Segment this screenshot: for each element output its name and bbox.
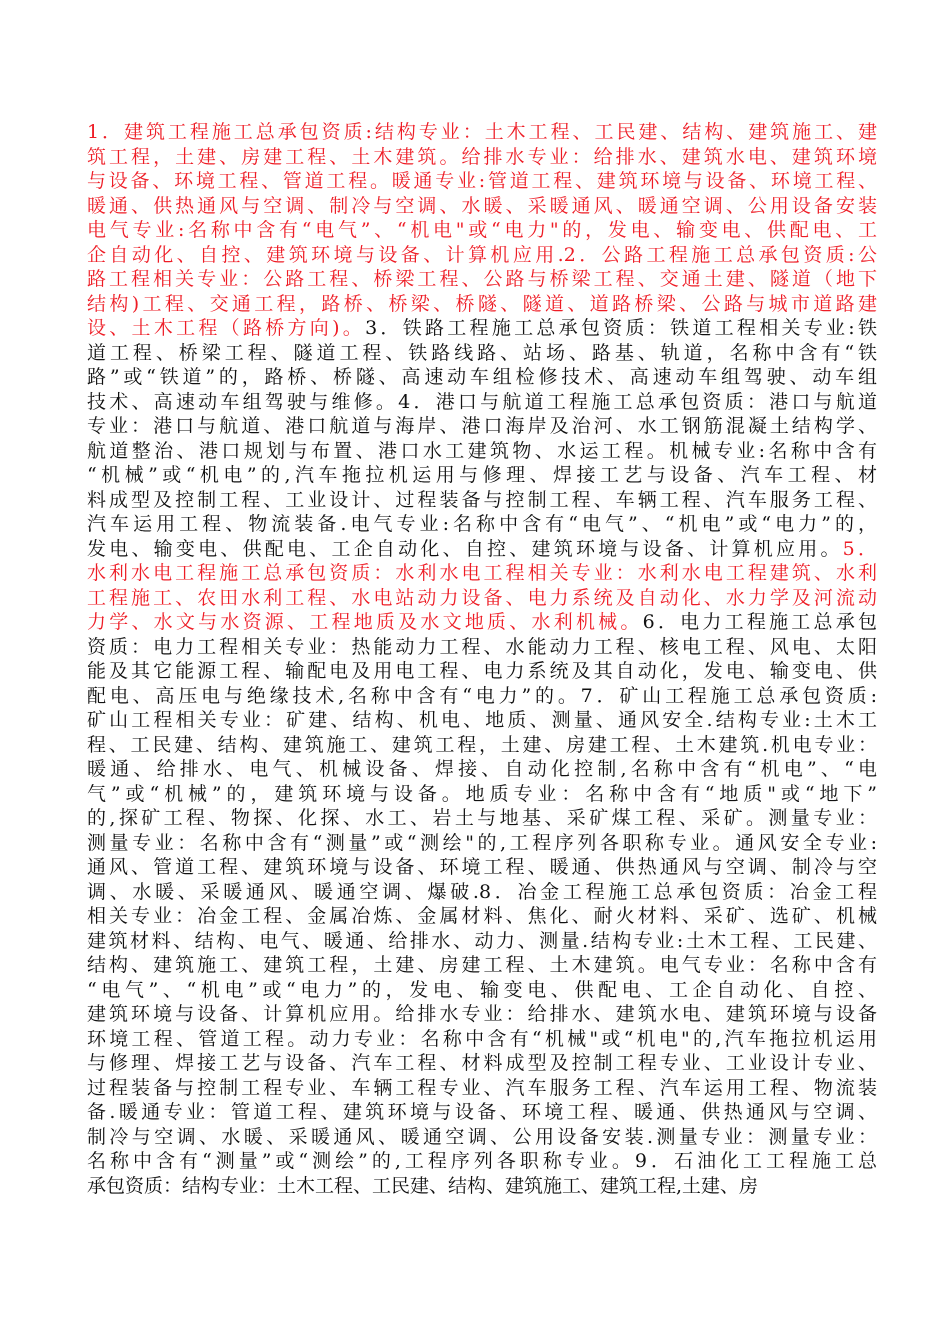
text-line bbox=[87, 316, 877, 341]
text-segment: 程、工民建、结构、建筑施工、建筑工程，土建、房建工程、土木建筑.机电专业： bbox=[87, 733, 877, 756]
text-segment: 名称中含有“测量”或“测绘”的,工程序列各职称专业。9．石油化工工程施工总 bbox=[87, 1150, 877, 1172]
text-segment: 6．电力工程施工总承包 bbox=[642, 611, 877, 633]
text-line bbox=[87, 586, 877, 611]
text-line bbox=[87, 1100, 877, 1125]
highlighted-text-segment: 与设备、环境工程、管道工程。暖通专业:管道工程、建筑环境与设备、环境工程、 bbox=[87, 170, 877, 192]
text-line bbox=[87, 243, 877, 268]
text-segment: 相关专业：冶金工程、金属冶炼、金属材料、焦化、耐火材料、采矿、选矿、机械 bbox=[87, 905, 877, 927]
text-line bbox=[87, 512, 877, 537]
text-segment: 暖通、给排水、电气、机械设备、焊接、自动化控制,名称中含有“机电”、“电 bbox=[87, 758, 877, 780]
text-line bbox=[87, 635, 877, 660]
text-segment: 路”或“铁道”的，路桥、桥隧、高速动车组检修技术、高速动车组驾驶、动车组 bbox=[87, 366, 877, 388]
text-line bbox=[87, 953, 877, 978]
text-line bbox=[87, 806, 877, 831]
text-segment: 与修理、焊接工艺与设备、汽车工程、材料成型及控制工程专业、工业设计专业、 bbox=[87, 1052, 877, 1074]
highlighted-text-segment: 结构)工程、交通工程，路桥、桥梁、桥隧、隧道、道路桥梁、公路与城市道路建 bbox=[87, 292, 877, 315]
text-segment: 汽车运用工程、物流装备.电气专业:名称中含有“电气”、“机电”或“电力”的， bbox=[87, 513, 877, 535]
text-segment: 发电、输变电、供配电、工企自动化、自控、建筑环境与设备、计算机应用。 bbox=[87, 537, 843, 560]
text-line bbox=[87, 684, 877, 709]
text-line bbox=[87, 414, 877, 439]
text-line bbox=[87, 488, 877, 513]
text-line bbox=[87, 463, 877, 488]
text-line bbox=[87, 365, 877, 390]
text-line bbox=[87, 708, 877, 733]
text-segment: 制冷与空调、水暖、采暖通风、暖通空调、公用设备安装.测量专业：测量专业： bbox=[87, 1125, 877, 1148]
highlighted-text-segment: 电气专业:名称中含有“电气”、“机电"或“电力"的，发电、输变电、供配电、工 bbox=[87, 219, 877, 241]
text-line bbox=[87, 1076, 877, 1101]
text-segment: 配电、高压电与绝缘技术,名称中含有“电力”的。7．矿山工程施工总承包资质: bbox=[87, 684, 877, 707]
text-line bbox=[87, 439, 877, 464]
text-line bbox=[87, 831, 877, 856]
text-segment: 3．铁路工程施工总承包资质：铁道工程相关专业:铁 bbox=[365, 317, 877, 339]
text-segment: 备.暖通专业：管道工程、建筑环境与设备、环境工程、暖通、供热通风与空调、 bbox=[87, 1101, 877, 1123]
text-line bbox=[87, 341, 877, 366]
highlighted-text-segment: 路工程相关专业：公路工程、桥梁工程、公路与桥梁工程、交通土建、隧道（地下 bbox=[87, 268, 877, 290]
text-line bbox=[87, 757, 877, 782]
text-segment: 资质：电力工程相关专业：热能动力工程、水能动力工程、核电工程、风电、太阳 bbox=[87, 635, 877, 658]
text-line bbox=[87, 1149, 877, 1174]
text-segment: 环境工程、管道工程。动力专业：名称中含有“机械"或“机电"的,汽车拖拉机运用 bbox=[87, 1027, 877, 1050]
text-segment: “电气”、“机电”或“电力”的，发电、输变电、供配电、工企自动化、自控、 bbox=[87, 978, 877, 1001]
text-line bbox=[87, 194, 877, 219]
text-segment: 料成型及控制工程、工业设计、过程装备与控制工程、车辆工程、汽车服务工程、 bbox=[87, 488, 877, 511]
text-line bbox=[87, 120, 877, 145]
highlighted-text-segment: 5． bbox=[842, 537, 877, 560]
text-line bbox=[87, 537, 877, 562]
highlighted-text-segment: 力学、水文与水资源、工程地质及水文地质、水利机械。 bbox=[87, 611, 643, 633]
highlighted-text-segment: 1．建筑工程施工总承包资质:结构专业：土木工程、工民建、结构、建筑施工、建 bbox=[87, 121, 877, 143]
text-segment: 通风、管道工程、建筑环境与设备、环境工程、暖通、供热通风与空调、制冷与空 bbox=[87, 856, 877, 878]
text-line bbox=[87, 169, 877, 194]
text-segment: 建筑材料、结构、电气、暖通、给排水、动力、测量.结构专业:土木工程、工民建、 bbox=[87, 929, 877, 952]
highlighted-text-segment: 企自动化、自控、建筑环境与设备、计算机应用.2．公路工程施工总承包资质:公 bbox=[87, 243, 877, 266]
text-line bbox=[87, 733, 877, 758]
text-segment: 建筑环境与设备、计算机应用。给排水专业：给排水、建筑水电、建筑环境与设备 bbox=[87, 1003, 877, 1025]
text-segment: 的,探矿工程、物探、化探、水工、岩土与地基、采矿煤工程、采矿。测量专业： bbox=[87, 807, 877, 829]
document-body bbox=[87, 120, 877, 1198]
text-line bbox=[87, 929, 877, 954]
text-line bbox=[87, 1174, 877, 1199]
text-segment: 过程装备与控制工程专业、车辆工程专业、汽车服务工程、汽车运用工程、物流装 bbox=[87, 1076, 877, 1099]
text-line bbox=[87, 390, 877, 415]
text-segment: 调、水暖、采暖通风、暖通空调、爆破.8．冶金工程施工总承包资质：冶金工程 bbox=[87, 880, 877, 903]
text-line bbox=[87, 610, 877, 635]
text-line bbox=[87, 292, 877, 317]
text-segment: 技术、高速动车组驾驶与维修。4．港口与航道工程施工总承包资质：港口与航道 bbox=[87, 390, 877, 413]
text-segment: 专业：港口与航道、港口航道与海岸、港口海岸及治河、水工钢筋混凝土结构学、 bbox=[87, 415, 877, 437]
text-segment: 航道整治、港口规划与布置、港口水工建筑物、水运工程。机械专业:名称中含有 bbox=[87, 439, 877, 462]
highlighted-text-segment: 工程施工、农田水利工程、水电站动力设备、电力系统及自动化、水力学及河流动 bbox=[87, 586, 877, 609]
text-line bbox=[87, 782, 877, 807]
text-line bbox=[87, 1002, 877, 1027]
highlighted-text-segment: 暖通、供热通风与空调、制冷与空调、水暖、采暖通风、暖通空调、公用设备安装 bbox=[87, 194, 877, 217]
text-line bbox=[87, 904, 877, 929]
text-segment: 测量专业：名称中含有“测量”或“测绘"的,工程序列各职称专业。通风安全专业: bbox=[87, 831, 877, 854]
text-segment: 承包资质：结构专业：土木工程、工民建、结构、建筑施工、建筑工程,土建、房 bbox=[87, 1174, 759, 1197]
text-line bbox=[87, 145, 877, 170]
highlighted-text-segment: 设、土木工程（路桥方向)。 bbox=[87, 317, 366, 339]
text-line bbox=[87, 855, 877, 880]
text-segment: 矿山工程相关专业：矿建、结构、机电、地质、测量、通风安全.结构专业:土木工 bbox=[87, 709, 877, 731]
highlighted-text-segment: 水利水电工程施工总承包资质：水利水电工程相关专业：水利水电工程建筑、水利 bbox=[87, 562, 877, 584]
text-line bbox=[87, 1027, 877, 1052]
text-line bbox=[87, 659, 877, 684]
text-line bbox=[87, 880, 877, 905]
text-line bbox=[87, 1125, 877, 1150]
text-segment: 结构、建筑施工、建筑工程，土建、房建工程、土木建筑。电气专业：名称中含有 bbox=[87, 954, 877, 976]
text-segment: “机械”或“机电”的,汽车拖拉机运用与修理、焊接工艺与设备、汽车工程、材 bbox=[87, 464, 877, 486]
text-segment: 能及其它能源工程、输配电及用电工程、电力系统及其自动化，发电、输变电、供 bbox=[87, 660, 877, 682]
text-line bbox=[87, 267, 877, 292]
highlighted-text-segment: 筑工程，土建、房建工程、土木建筑。给排水专业：给排水、建筑水电、建筑环境 bbox=[87, 145, 877, 168]
text-segment: 气”或“机械”的，建筑环境与设备。地质专业：名称中含有“地质"或“地下” bbox=[87, 782, 877, 805]
text-line bbox=[87, 1051, 877, 1076]
text-line bbox=[87, 978, 877, 1003]
text-segment: 道工程、桥梁工程、隧道工程、铁路线路、站场、路基、轨道，名称中含有“铁 bbox=[87, 341, 877, 364]
text-line bbox=[87, 218, 877, 243]
text-line bbox=[87, 561, 877, 586]
